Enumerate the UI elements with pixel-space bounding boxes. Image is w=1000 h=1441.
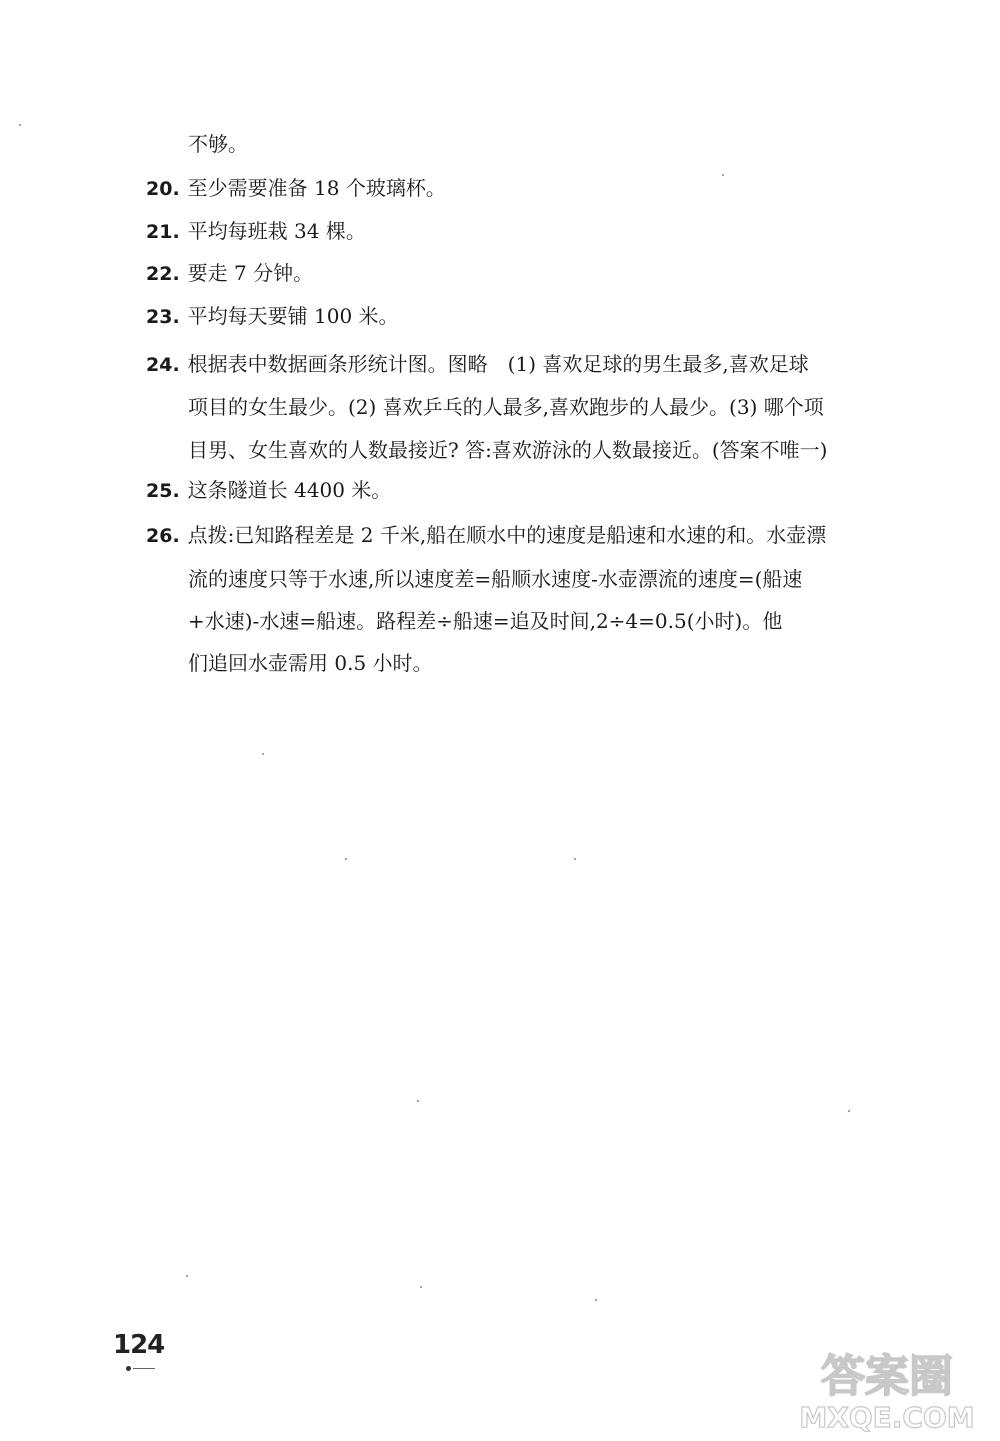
line-text: 平均每班栽 34 棵。	[187, 219, 366, 243]
page-number-dash	[133, 1368, 155, 1369]
line-text: 平均每天要铺 100 米。	[187, 304, 399, 328]
item-number: 21.	[146, 221, 180, 243]
answer-item-24-line-3	[188, 437, 827, 463]
item-number: 23.	[146, 306, 180, 328]
scan-speck	[722, 174, 724, 176]
svg-text:答案圈: 答案圈	[821, 1351, 953, 1402]
line-text: +水速)-水速=船速。路程差÷船速=追及时间,2÷4=0.5(小时)。他	[188, 609, 783, 633]
page-number: 124	[113, 1330, 165, 1360]
scan-speck	[262, 753, 264, 755]
scan-speck	[345, 858, 347, 860]
scan-speck	[19, 124, 21, 126]
answer-item-24-line-2	[188, 394, 824, 420]
line-text: 这条隧道长 4400 米。	[187, 478, 392, 502]
scan-speck	[595, 1299, 597, 1301]
scan-speck	[417, 1100, 419, 1102]
answer-item-20	[146, 175, 446, 202]
line-text: 至少需要准备 18 个玻璃杯。	[187, 176, 446, 200]
answer-continuation-19	[188, 131, 248, 157]
line-text: 们追回水壶需用 0.5 小时。	[188, 651, 433, 675]
svg-text:MXQE.COM: MXQE.COM	[799, 1401, 975, 1434]
answer-item-26	[146, 522, 826, 549]
line-text: 目男、女生喜欢的人数最接近? 答:喜欢游泳的人数最接近。(答案不唯一)	[188, 438, 828, 462]
answer-item-26-line-3	[188, 608, 782, 634]
page-number-dot	[126, 1366, 131, 1371]
item-number: 22.	[146, 263, 180, 285]
answer-item-24	[146, 351, 809, 378]
item-number: 20.	[146, 178, 180, 200]
answer-item-26-line-2	[188, 566, 802, 592]
item-number: 26.	[146, 525, 180, 547]
scan-speck	[848, 1110, 850, 1112]
line-text: 根据表中数据画条形统计图。图略 (1) 喜欢足球的男生最多,喜欢足球	[187, 352, 809, 376]
answer-item-21	[146, 218, 366, 245]
line-text: 要走 7 分钟。	[187, 261, 314, 285]
answer-item-25	[146, 477, 391, 504]
scan-speck	[574, 858, 576, 860]
item-number: 24.	[146, 354, 180, 376]
line-text: 流的速度只等于水速,所以速度差=船顺水速度-水壶漂流的速度=(船速	[188, 567, 803, 591]
item-number: 25.	[146, 480, 180, 502]
line-text: 不够。	[188, 132, 248, 156]
answer-item-26-line-4	[188, 650, 433, 676]
answer-item-22	[146, 260, 313, 287]
scan-speck	[420, 1286, 422, 1288]
answer-item-23	[146, 303, 399, 330]
line-text: 点拨:已知路程差是 2 千米,船在顺水中的速度是船速和水速的和。水壶漂	[187, 523, 827, 547]
scan-speck	[186, 1275, 188, 1277]
line-text: 项目的女生最少。(2) 喜欢乒乓的人最多,喜欢跑步的人最少。(3) 哪个项	[188, 395, 824, 419]
watermark-logo	[782, 1345, 992, 1435]
